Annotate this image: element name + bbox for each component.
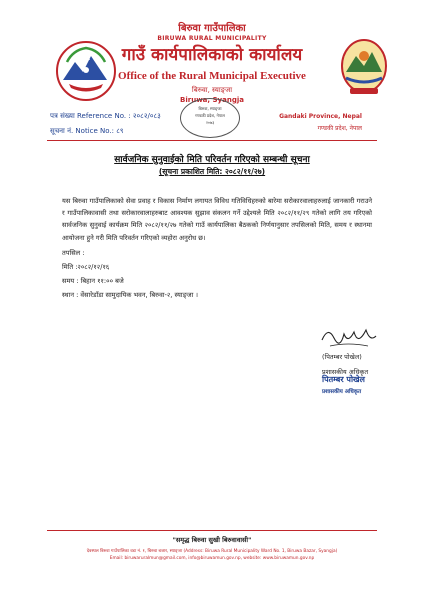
stamp-line: बिरुवा, स्याङ्जा — [198, 106, 222, 111]
notice-body: यस बिरुवा गाउँपालिकाको सेवा प्रवाह र विकास निर्माण लगायत विविध गतिविधिहरुको बारेमा सरोकारवालाहरुलाई जानकारी गराउने र गाउँपालिकावासी तथा सरोकारवालाहरुबाट आवश्यक सुझाव संकलन गर्ने उद्देश्यले मिति २०८२/११/२९ गतेको लागि तय गरिएको सार्वजनिक सुनुवाई कार्यक्रम मिति २०८२/११/२७ गतेको गाउँ कार्यपालिका बैठकको निर्णयानुसार तपसिलको मिति, समय र स्थानमा आयोजना हुने गरी मिति परिवर्तन गरिएको व्यहोरा अनुरोध छ। — [62, 197, 372, 242]
province-english: Gandaki Province, Nepal — [279, 113, 362, 120]
handwritten-signature — [318, 320, 378, 352]
office-name-nepali: गाउँ कार्यपालिकाको कार्यालय — [121, 45, 303, 65]
place-english: Biruwa, Syangja — [180, 96, 244, 104]
header-divider — [47, 140, 377, 141]
event-venue: स्थान : वेंसारेडाँडा सामुदायिक भवन, बिरुवा-२, स्याङ्जा । — [62, 291, 198, 299]
footer-motto: "समृद्ध बिरुवा सुखी बिरुवावासी" — [172, 536, 252, 544]
details-label: तपसिल : — [62, 249, 85, 257]
signatory-name: (पितम्बर पोखेल) — [322, 353, 362, 361]
stamp-title: प्रशासकीय अधिकृत — [322, 389, 362, 395]
stamp-line: गण्डकी प्रदेश, नेपाल — [195, 113, 225, 118]
stamp-line: २०७३ — [205, 120, 215, 125]
event-time: समय : बिहान ११:०० बजे — [62, 277, 124, 285]
province-nepali: गण्डकी प्रदेश, नेपाल — [317, 125, 362, 132]
event-date: मिति :२०८२/१२/१६ — [62, 263, 110, 271]
signatory-designation: प्रशासकीय अधिकृत — [322, 368, 369, 376]
footer-contact: Email: biruwaruralmun@gmail.com, info@biruwamun.gov.np, website: www.biruwamun.gov.np — [109, 556, 315, 561]
notice-published-date — [0, 167, 424, 177]
office-stamp — [180, 98, 240, 138]
place-nepali: बिरुवा, स्याङ्जा — [191, 86, 233, 94]
notice-number: सूचना नं. Notice No.: ८९ — [50, 127, 124, 135]
footer-address: देवस्थल बिरुवा गाउँपालिका वडा नं. १, बिरुवा बजार, स्याङ्जा (Address: Biruwa Rural Municipality Ward No. 1, Biruwa Bazar, Syangja) — [86, 549, 338, 554]
reference-number: पत्र संख्या Reference No. : २०८२/०८३ — [50, 112, 161, 120]
office-name-english: Office of the Rural Municipal Executive — [118, 70, 306, 82]
stamp-name: पितम्बर पोखेल — [322, 375, 365, 384]
footer-divider — [47, 530, 377, 531]
notice-title — [0, 152, 424, 165]
municipality-name-english: BIRUWA RURAL MUNICIPALITY — [157, 35, 267, 42]
notice-title-text: सार्वजनिक सुनुवाईको मिति परिवर्तन गरिएको सम्बन्धी सूचना — [114, 155, 310, 165]
municipality-name-nepali: बिरुवा गाउँपालिका — [178, 23, 246, 34]
signature-stamp — [322, 374, 382, 395]
published-date-text: (सूचना प्रकाशित मिति: २०८२/११/२७) — [158, 167, 266, 176]
